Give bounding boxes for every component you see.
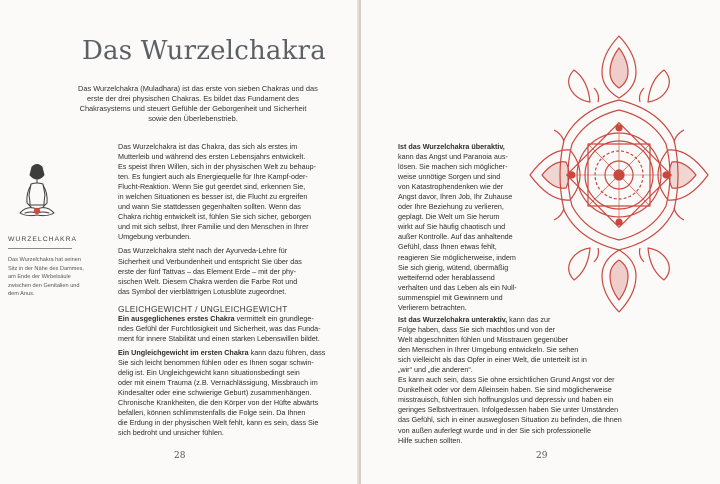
text-line: lösen. Sie machen sich möglicher- (398, 162, 508, 172)
text-line: verhalten und das Leben als ein Null- (398, 282, 517, 292)
text-line: und mit sich selbst, Ihrer Familie und den Menschen in Ihrer (118, 222, 309, 232)
bold-lead: Ein ausgeglichenes erstes Chakra (118, 313, 235, 323)
red-mandala-icon (524, 30, 714, 320)
text-line: Umgebung verbunden. (118, 232, 192, 242)
sidebar-label: WURZELCHAKRA (8, 236, 78, 243)
text-line: Sie sich gierig, wütend, übermäßig (398, 262, 509, 272)
text-line: sischen Welt. Diesem Chakra werden die Farbe Rot und (118, 276, 298, 286)
body-paragraph (118, 314, 350, 344)
sidebar-caption (8, 256, 84, 299)
text-run: vermittelt ein grundlege- (234, 313, 314, 323)
sidebar-divider (8, 248, 72, 249)
text-line: wirkt auf Sie häufig chaotisch und (398, 222, 506, 232)
text-line: Das Wurzelchakra ist das Chakra, das sich als erstes im (118, 142, 298, 151)
text-line: in welchen Situationen es besser ist, die Flucht zu ergreifen (118, 192, 308, 202)
text-line: geringes Selbstvertrauen. Infolgedessen haben Sie unter Umständen (398, 405, 619, 415)
body-paragraph (398, 315, 698, 446)
right-lower-column (398, 315, 698, 446)
text-line: außer Kontrolle. Auf das anhaltende (398, 232, 513, 242)
text-line: Verlierern betrachten. (398, 302, 467, 312)
left-page (0, 0, 359, 484)
text-line: Es kann auch sein, dass Sie ohne ersichtlichen Grund Angst vor der (398, 375, 615, 385)
text-line: und wann Sie stattdessen gegenhalten sollten. Wenn das (118, 202, 301, 212)
bold-lead: Ein Ungleichgewicht im ersten Chakra (118, 347, 249, 357)
text-run: kann dazu führen, dass (248, 347, 326, 357)
text-line: oder mit einem Trauma (z.B. Vernachlässigung, Missbrauch im (118, 378, 318, 388)
text-line: Angst davor, Ihren Job, Ihr Zuhause (398, 192, 513, 202)
body-paragraph (118, 246, 350, 296)
text-line: weise unnötige Sorgen und sind (398, 172, 501, 182)
text-line: Folge haben, dass Sie sich machtlos und von der (398, 325, 556, 335)
intro-line: Chakrasystems und steuert Gefühle der Geborgenheit und Sicherheit (79, 104, 307, 113)
text-line: Sicherheit und Verbundenheit und entspricht Sie über das (118, 256, 302, 266)
text-line: ten. Es fungiert auch als Energiequelle für Ihre Kampf-oder- (118, 172, 308, 182)
intro-line: sowie den Überlebenstrieb. (148, 114, 238, 123)
text-line: kann das Angst und Paranoia aus- (398, 152, 508, 162)
page-number: 29 (536, 451, 548, 461)
text-line: Dunkelheit oder vor dem Alleinsein haben. Sie sind möglicherweise (398, 385, 612, 395)
text-line: summenspiel mit Gewinnern und (398, 292, 503, 302)
text-line: von Katastrophendenken wie der (398, 182, 504, 192)
text-line: Sie sich leicht benommen fühlen oder es Ihnen sogar schwin- (118, 357, 314, 367)
text-line: geplagt. Die Welt um Sie herum (398, 212, 500, 222)
text-line (118, 348, 350, 358)
body-paragraph (118, 142, 350, 242)
text-line: delig ist. Ein Ungleichgewicht kann situationsbedingt sein (118, 367, 300, 377)
caption-line: dem Anus. (8, 291, 35, 298)
text-line: ndes Gefühl der Furchtlosigkeit und Sicherheit, was das Funda- (118, 323, 321, 333)
text-line: Chronische Krankheiten, die den Körper von der Hüfte abwärts (118, 398, 319, 408)
text-line: sich vielleicht als das Opfer in einer Welt, die unterteilt ist in (398, 355, 587, 365)
text-line: Das Wurzelchakra steht nach der Ayurveda-Lehre für (118, 246, 288, 256)
section-heading: GLEICHGEWICHT / UNGLEICHGEWICHT (118, 303, 288, 314)
page-title: Das Wurzelchakra (82, 36, 326, 66)
text-line: Es speist Ihren Willen, sich in der physischen Welt zu behaup- (118, 162, 317, 172)
text-line: befallen, können schlimmstenfalls die Folge sein. Da Ihnen (118, 408, 306, 418)
text-line: das Symbol der vierblättrigen Lotusblüte zugeordnet. (118, 286, 287, 296)
text-line: Welt abgeschnitten fühlen und Misstrauen gegenüber (398, 335, 569, 345)
caption-line: Sitz in der Nähe des Dammes, (8, 265, 84, 272)
bold-lead: Ist das Wurzelchakra unteraktiv, (398, 315, 508, 324)
text-line: ment für innere Stabilität und einen starken Lebenswillen bildet. (118, 333, 320, 343)
text-line: misstrauisch, fühlen sich hoffnungslos und depressiv und haben ein (398, 395, 614, 405)
intro-line: Das Wurzelchakra (Muladhara) ist das erste von sieben Chakras und das (78, 84, 318, 93)
text-line: Kindesalter oder eine schwierige Geburt) zusammenhängen. (118, 388, 312, 398)
text-line (118, 314, 350, 324)
text-line: erste der fünf Tattvas – das Element Erde – mit der phy- (118, 266, 297, 276)
left-body-column (118, 142, 350, 438)
text-line: reagieren Sie möglicherweise, indem (398, 252, 516, 262)
intro-paragraph (78, 84, 318, 124)
text-line: Flucht-Reaktion. Wenn Sie gut geerdet sind, erkennen Sie, (118, 182, 306, 192)
text-line: Mutterleib und während des ersten Lebensjahrs entwickelt. (118, 152, 306, 162)
text-line: „wir“ und „die anderen“. (398, 365, 473, 375)
bold-lead: Ist das Wurzelchakra überaktiv, (398, 142, 505, 151)
caption-line: Das Wurzelchakra hat seinen (8, 257, 81, 263)
text-line: oder Ihre Beziehung zu verlieren, (398, 202, 504, 212)
text-run: kann das zur (507, 315, 551, 324)
meditating-figure-icon (17, 163, 57, 227)
text-line: das Gefühl, sich in einer ausweglosen Situation zu befinden, die Ihnen (398, 415, 622, 425)
text-line: von außen auferlegt wurde und in der Sie sich professionelle (398, 425, 591, 435)
text-line: wetteifernd oder herablassend (398, 272, 495, 282)
caption-line: zwischen den Genitalien und (8, 282, 80, 289)
text-line: Chakra richtig entwickelt ist, fühlen Sie sich sicher, geborgen (118, 212, 311, 222)
intro-line: erste der drei physischen Chakras. Es bildet das Fundament des (87, 94, 299, 103)
caption-line: am Ende der Wirbelsäule (8, 274, 71, 281)
text-line: den Menschen in Ihrer Umgebung entwickeln. Sie sehen (398, 345, 579, 355)
text-line: sich bedroht und unsicher fühlen. (118, 428, 224, 438)
text-line: Gefühl, dass Ihnen etwas fehlt, (398, 242, 497, 252)
text-line: die Erdung in der physischen Welt fehlt, kann es sein, dass Sie (118, 418, 319, 428)
page-number: 28 (174, 451, 186, 461)
text-line: Hilfe suchen sollten. (398, 435, 463, 445)
body-paragraph (118, 348, 350, 438)
